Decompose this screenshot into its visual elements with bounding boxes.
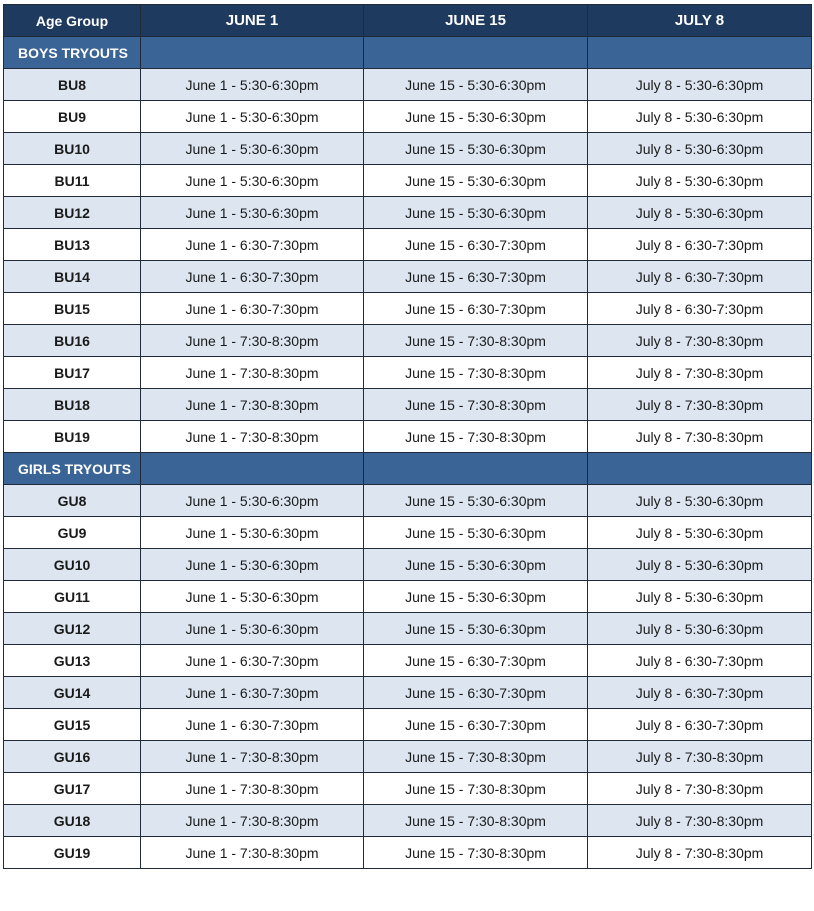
table-row xyxy=(4,773,812,805)
schedule-body xyxy=(4,37,812,869)
time-slot-cell: June 15 - 6:30-7:30pm xyxy=(364,293,588,325)
time-slot-cell: July 8 - 5:30-6:30pm xyxy=(588,581,812,613)
section-title: BOYS TRYOUTS xyxy=(4,37,141,69)
schedule-container xyxy=(3,4,812,869)
time-slot-cell: July 8 - 5:30-6:30pm xyxy=(588,517,812,549)
time-slot-cell: June 15 - 6:30-7:30pm xyxy=(364,709,588,741)
time-slot-cell: June 15 - 7:30-8:30pm xyxy=(364,421,588,453)
time-slot-cell: June 1 - 5:30-6:30pm xyxy=(141,69,364,101)
table-row xyxy=(4,293,812,325)
time-slot-cell: June 15 - 6:30-7:30pm xyxy=(364,261,588,293)
age-group-cell: BU19 xyxy=(4,421,141,453)
time-slot-cell: July 8 - 7:30-8:30pm xyxy=(588,389,812,421)
time-slot-cell: July 8 - 7:30-8:30pm xyxy=(588,741,812,773)
time-slot-cell: July 8 - 6:30-7:30pm xyxy=(588,261,812,293)
time-slot-cell: June 1 - 5:30-6:30pm xyxy=(141,133,364,165)
time-slot-cell: June 1 - 5:30-6:30pm xyxy=(141,197,364,229)
time-slot-cell: June 15 - 6:30-7:30pm xyxy=(364,645,588,677)
table-row xyxy=(4,261,812,293)
age-group-cell: GU16 xyxy=(4,741,141,773)
table-row xyxy=(4,613,812,645)
table-row xyxy=(4,517,812,549)
section-empty-cell xyxy=(364,37,588,69)
time-slot-cell: July 8 - 6:30-7:30pm xyxy=(588,677,812,709)
time-slot-cell: June 15 - 6:30-7:30pm xyxy=(364,229,588,261)
table-row xyxy=(4,389,812,421)
age-group-cell: GU18 xyxy=(4,805,141,837)
table-row xyxy=(4,485,812,517)
time-slot-cell: June 15 - 5:30-6:30pm xyxy=(364,613,588,645)
time-slot-cell: June 1 - 6:30-7:30pm xyxy=(141,709,364,741)
age-group-cell: BU11 xyxy=(4,165,141,197)
table-row xyxy=(4,325,812,357)
section-empty-cell xyxy=(588,453,812,485)
time-slot-cell: July 8 - 7:30-8:30pm xyxy=(588,773,812,805)
time-slot-cell: June 1 - 5:30-6:30pm xyxy=(141,613,364,645)
tryout-schedule-table xyxy=(3,4,812,869)
time-slot-cell: July 8 - 7:30-8:30pm xyxy=(588,357,812,389)
age-group-cell: BU16 xyxy=(4,325,141,357)
time-slot-cell: July 8 - 5:30-6:30pm xyxy=(588,197,812,229)
time-slot-cell: July 8 - 5:30-6:30pm xyxy=(588,69,812,101)
section-header-row xyxy=(4,453,812,485)
time-slot-cell: July 8 - 7:30-8:30pm xyxy=(588,325,812,357)
time-slot-cell: July 8 - 6:30-7:30pm xyxy=(588,709,812,741)
age-group-cell: BU15 xyxy=(4,293,141,325)
time-slot-cell: July 8 - 5:30-6:30pm xyxy=(588,165,812,197)
time-slot-cell: June 15 - 5:30-6:30pm xyxy=(364,165,588,197)
time-slot-cell: July 8 - 5:30-6:30pm xyxy=(588,613,812,645)
time-slot-cell: June 1 - 5:30-6:30pm xyxy=(141,485,364,517)
time-slot-cell: June 15 - 6:30-7:30pm xyxy=(364,677,588,709)
table-row xyxy=(4,133,812,165)
time-slot-cell: June 1 - 6:30-7:30pm xyxy=(141,229,364,261)
header-date-june-1: JUNE 1 xyxy=(141,5,364,37)
section-empty-cell xyxy=(141,37,364,69)
time-slot-cell: June 15 - 7:30-8:30pm xyxy=(364,389,588,421)
time-slot-cell: June 15 - 5:30-6:30pm xyxy=(364,517,588,549)
time-slot-cell: July 8 - 6:30-7:30pm xyxy=(588,293,812,325)
time-slot-cell: July 8 - 5:30-6:30pm xyxy=(588,133,812,165)
table-row xyxy=(4,357,812,389)
time-slot-cell: June 15 - 5:30-6:30pm xyxy=(364,549,588,581)
age-group-cell: BU8 xyxy=(4,69,141,101)
time-slot-cell: June 1 - 7:30-8:30pm xyxy=(141,389,364,421)
table-row xyxy=(4,101,812,133)
time-slot-cell: July 8 - 5:30-6:30pm xyxy=(588,485,812,517)
time-slot-cell: July 8 - 6:30-7:30pm xyxy=(588,645,812,677)
time-slot-cell: June 1 - 7:30-8:30pm xyxy=(141,741,364,773)
time-slot-cell: June 1 - 6:30-7:30pm xyxy=(141,261,364,293)
age-group-cell: GU8 xyxy=(4,485,141,517)
time-slot-cell: June 1 - 6:30-7:30pm xyxy=(141,645,364,677)
age-group-cell: GU19 xyxy=(4,837,141,869)
age-group-cell: GU10 xyxy=(4,549,141,581)
time-slot-cell: June 1 - 7:30-8:30pm xyxy=(141,805,364,837)
age-group-cell: GU15 xyxy=(4,709,141,741)
age-group-cell: BU12 xyxy=(4,197,141,229)
time-slot-cell: June 15 - 5:30-6:30pm xyxy=(364,101,588,133)
age-group-cell: GU14 xyxy=(4,677,141,709)
time-slot-cell: July 8 - 7:30-8:30pm xyxy=(588,805,812,837)
age-group-cell: BU10 xyxy=(4,133,141,165)
time-slot-cell: June 1 - 5:30-6:30pm xyxy=(141,165,364,197)
time-slot-cell: June 15 - 7:30-8:30pm xyxy=(364,773,588,805)
header-age-group: Age Group xyxy=(4,5,141,37)
header-date-july-8: JULY 8 xyxy=(588,5,812,37)
table-row xyxy=(4,837,812,869)
time-slot-cell: June 1 - 5:30-6:30pm xyxy=(141,101,364,133)
time-slot-cell: July 8 - 7:30-8:30pm xyxy=(588,421,812,453)
time-slot-cell: June 15 - 7:30-8:30pm xyxy=(364,837,588,869)
table-row xyxy=(4,549,812,581)
table-row xyxy=(4,197,812,229)
table-row xyxy=(4,741,812,773)
table-row xyxy=(4,805,812,837)
time-slot-cell: June 15 - 7:30-8:30pm xyxy=(364,325,588,357)
time-slot-cell: June 1 - 7:30-8:30pm xyxy=(141,773,364,805)
time-slot-cell: June 15 - 5:30-6:30pm xyxy=(364,197,588,229)
section-title: GIRLS TRYOUTS xyxy=(4,453,141,485)
age-group-cell: BU14 xyxy=(4,261,141,293)
time-slot-cell: June 15 - 5:30-6:30pm xyxy=(364,581,588,613)
time-slot-cell: June 1 - 7:30-8:30pm xyxy=(141,325,364,357)
time-slot-cell: June 1 - 5:30-6:30pm xyxy=(141,581,364,613)
time-slot-cell: June 1 - 6:30-7:30pm xyxy=(141,677,364,709)
time-slot-cell: July 8 - 5:30-6:30pm xyxy=(588,101,812,133)
time-slot-cell: June 1 - 7:30-8:30pm xyxy=(141,837,364,869)
age-group-cell: GU12 xyxy=(4,613,141,645)
age-group-cell: BU18 xyxy=(4,389,141,421)
section-empty-cell xyxy=(364,453,588,485)
section-header-row xyxy=(4,37,812,69)
section-empty-cell xyxy=(588,37,812,69)
table-row xyxy=(4,69,812,101)
age-group-cell: GU13 xyxy=(4,645,141,677)
time-slot-cell: June 15 - 7:30-8:30pm xyxy=(364,357,588,389)
time-slot-cell: June 15 - 5:30-6:30pm xyxy=(364,133,588,165)
age-group-cell: GU17 xyxy=(4,773,141,805)
header-date-june-15: JUNE 15 xyxy=(364,5,588,37)
table-row xyxy=(4,165,812,197)
time-slot-cell: June 1 - 7:30-8:30pm xyxy=(141,357,364,389)
table-row xyxy=(4,677,812,709)
age-group-cell: BU13 xyxy=(4,229,141,261)
table-header-row xyxy=(4,5,812,37)
age-group-cell: BU9 xyxy=(4,101,141,133)
time-slot-cell: June 1 - 7:30-8:30pm xyxy=(141,421,364,453)
table-row xyxy=(4,581,812,613)
time-slot-cell: June 1 - 5:30-6:30pm xyxy=(141,549,364,581)
section-empty-cell xyxy=(141,453,364,485)
table-row xyxy=(4,645,812,677)
time-slot-cell: June 15 - 5:30-6:30pm xyxy=(364,485,588,517)
time-slot-cell: June 15 - 5:30-6:30pm xyxy=(364,69,588,101)
time-slot-cell: July 8 - 6:30-7:30pm xyxy=(588,229,812,261)
table-row xyxy=(4,421,812,453)
table-row xyxy=(4,229,812,261)
time-slot-cell: June 1 - 5:30-6:30pm xyxy=(141,517,364,549)
time-slot-cell: June 15 - 7:30-8:30pm xyxy=(364,805,588,837)
time-slot-cell: June 15 - 7:30-8:30pm xyxy=(364,741,588,773)
time-slot-cell: June 1 - 6:30-7:30pm xyxy=(141,293,364,325)
time-slot-cell: July 8 - 5:30-6:30pm xyxy=(588,549,812,581)
time-slot-cell: July 8 - 7:30-8:30pm xyxy=(588,837,812,869)
table-row xyxy=(4,709,812,741)
age-group-cell: GU9 xyxy=(4,517,141,549)
age-group-cell: GU11 xyxy=(4,581,141,613)
age-group-cell: BU17 xyxy=(4,357,141,389)
